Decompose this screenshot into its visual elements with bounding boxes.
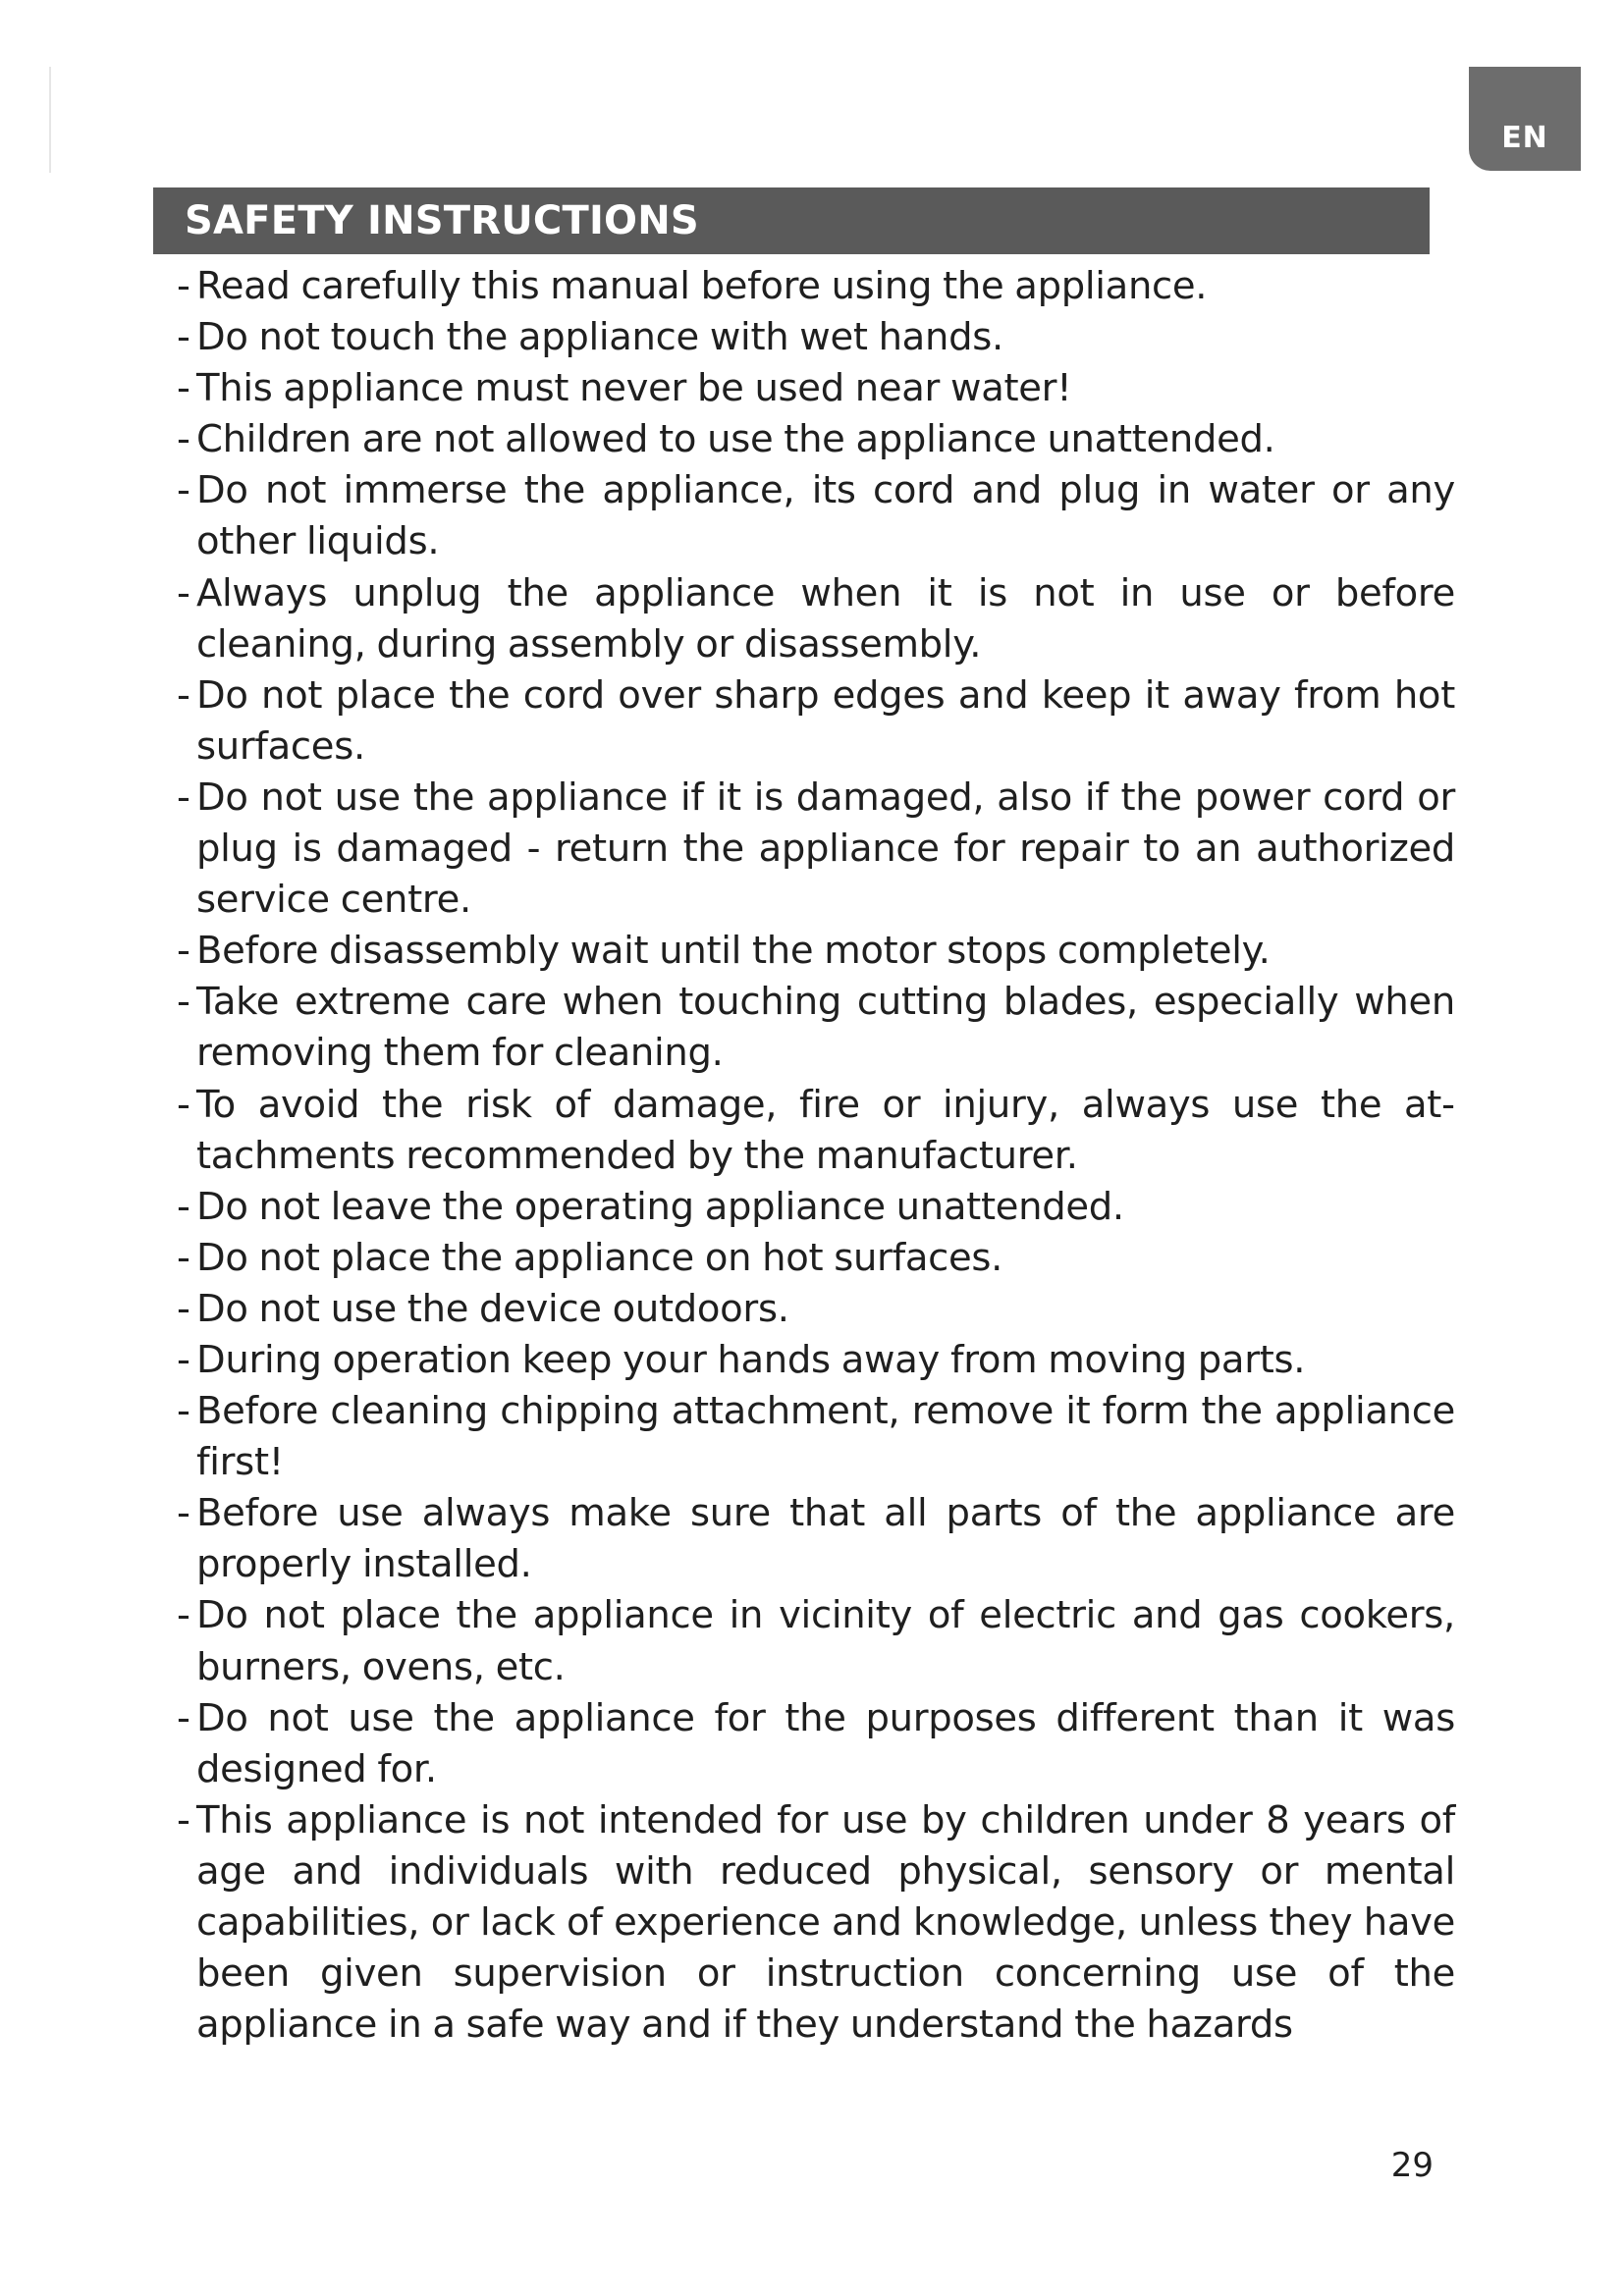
instruction-list xyxy=(177,261,1455,2051)
instruction-text: Take extreme care when touching cutting blades, especially when removing them for cleaning. xyxy=(196,980,1455,1076)
instruction-text: Do not use the appliance if it is damaged, also if the power cord or plug is damaged - return the appliance for repair to an authorized service centre. xyxy=(196,774,1455,923)
instruction-item: - During operation keep your hands away from moving parts. xyxy=(177,1337,1306,1382)
instruction-text: Do not place the appliance on hot surfaces. xyxy=(196,1235,1003,1280)
instruction-item: - Do not use the appliance for the purposes different than it was designed for. xyxy=(177,1695,1455,1791)
instruction-text: During operation keep your hands away from moving parts. xyxy=(196,1337,1306,1382)
instruction-text: Do not use the device outdoors. xyxy=(196,1286,789,1331)
language-tab xyxy=(1469,67,1581,171)
instruction-text: Do not leave the operating appliance unattended. xyxy=(196,1184,1124,1229)
language-label: EN xyxy=(1501,121,1548,155)
instruction-text: This appliance is not intended for use by children under 8 years of age and individuals with reduced physical, sensory or mental capabilities, or lack of experience and knowledge, unless they have been given supervision or instruction concerning use of the appliance in a safe way and if they understand the hazards xyxy=(196,1797,1455,2048)
instruction-item: - Before use always make sure that all parts of the appliance are properly installed. xyxy=(177,1491,1455,1587)
instruction-text: Do not touch the appliance with wet hands. xyxy=(196,315,1003,360)
instruction-text: To avoid the risk of damage, fire or injury, always use the attachments recommended by the manufacturer. xyxy=(196,1082,1455,1178)
instruction-item: - Do not use the appliance if it is damaged, also if the power cord or plug is damaged - return the appliance for repair to an authorized service centre. xyxy=(177,774,1455,923)
instruction-item: - To avoid the risk of damage, fire or injury, always use the attachments recommended by the manufacturer. xyxy=(177,1082,1455,1178)
instruction-text: Always unplug the appliance when it is not in use or before cleaning, during assembly or disassembly. xyxy=(196,570,1455,667)
instruction-item: - This appliance is not intended for use by children under 8 years of age and individuals with reduced physical, sensory or mental capabilities, or lack of experience and knowledge, unless they have been given supervision or instruction concerning use of the appliance in a safe way and if they understand the hazards xyxy=(177,1797,1455,2048)
instruction-item: - Do not use the device outdoors. xyxy=(177,1286,789,1331)
instruction-text: Do not place the cord over sharp edges and keep it away from hot surfaces. xyxy=(196,672,1455,769)
instruction-text: Read carefully this manual before using the appliance. xyxy=(196,264,1208,308)
section-title: SAFETY INSTRUCTIONS xyxy=(185,198,699,243)
instruction-text: Do not place the appliance in vicinity of electric and gas cookers, burners, ovens, etc. xyxy=(196,1593,1455,1689)
instruction-item: - Before cleaning chipping attachment, remove it form the appliance first! xyxy=(177,1389,1455,1485)
instruction-text: Before use always make sure that all parts of the appliance are properly installed. xyxy=(196,1491,1455,1587)
instruction-text: Before cleaning chipping attachment, remove it form the appliance first! xyxy=(196,1389,1455,1485)
instruction-item: - Do not leave the operating appliance unattended. xyxy=(177,1184,1124,1229)
instruction-text: Before disassembly wait until the motor stops completely. xyxy=(196,929,1271,974)
instruction-item: - Do not place the appliance in vicinity of electric and gas cookers, burners, ovens, etc. xyxy=(177,1593,1455,1689)
instruction-item: - This appliance must never be used near water! xyxy=(177,366,1072,411)
instruction-item: - Do not immerse the appliance, its cord and plug in water or any other liquids. xyxy=(177,468,1455,564)
instruction-item: - Do not place the appliance on hot surfaces. xyxy=(177,1235,1003,1280)
instruction-item: - Do not place the cord over sharp edges and keep it away from hot surfaces. xyxy=(177,672,1455,769)
instruction-item: - Before disassembly wait until the motor stops completely. xyxy=(177,929,1271,974)
instruction-item: - Read carefully this manual before using the appliance. xyxy=(177,264,1208,308)
instruction-item: - Do not touch the appliance with wet hands. xyxy=(177,315,1003,360)
page-number: 29 xyxy=(1390,2146,1434,2185)
margin-rule xyxy=(49,67,51,173)
instruction-text: Do not immerse the appliance, its cord and plug in water or any other liquids. xyxy=(196,468,1455,564)
instruction-item: - Children are not allowed to use the appliance unattended. xyxy=(177,417,1275,462)
instruction-text: Children are not allowed to use the appliance unattended. xyxy=(196,417,1275,462)
instruction-item: - Always unplug the appliance when it is not in use or before cleaning, during assembly or disassembly. xyxy=(177,570,1455,667)
instruction-text: This appliance must never be used near water! xyxy=(196,366,1072,411)
section-header xyxy=(153,187,1430,254)
instruction-text: Do not use the appliance for the purposes different than it was designed for. xyxy=(196,1695,1455,1791)
instruction-item: - Take extreme care when touching cutting blades, especially when removing them for cleaning. xyxy=(177,980,1455,1076)
